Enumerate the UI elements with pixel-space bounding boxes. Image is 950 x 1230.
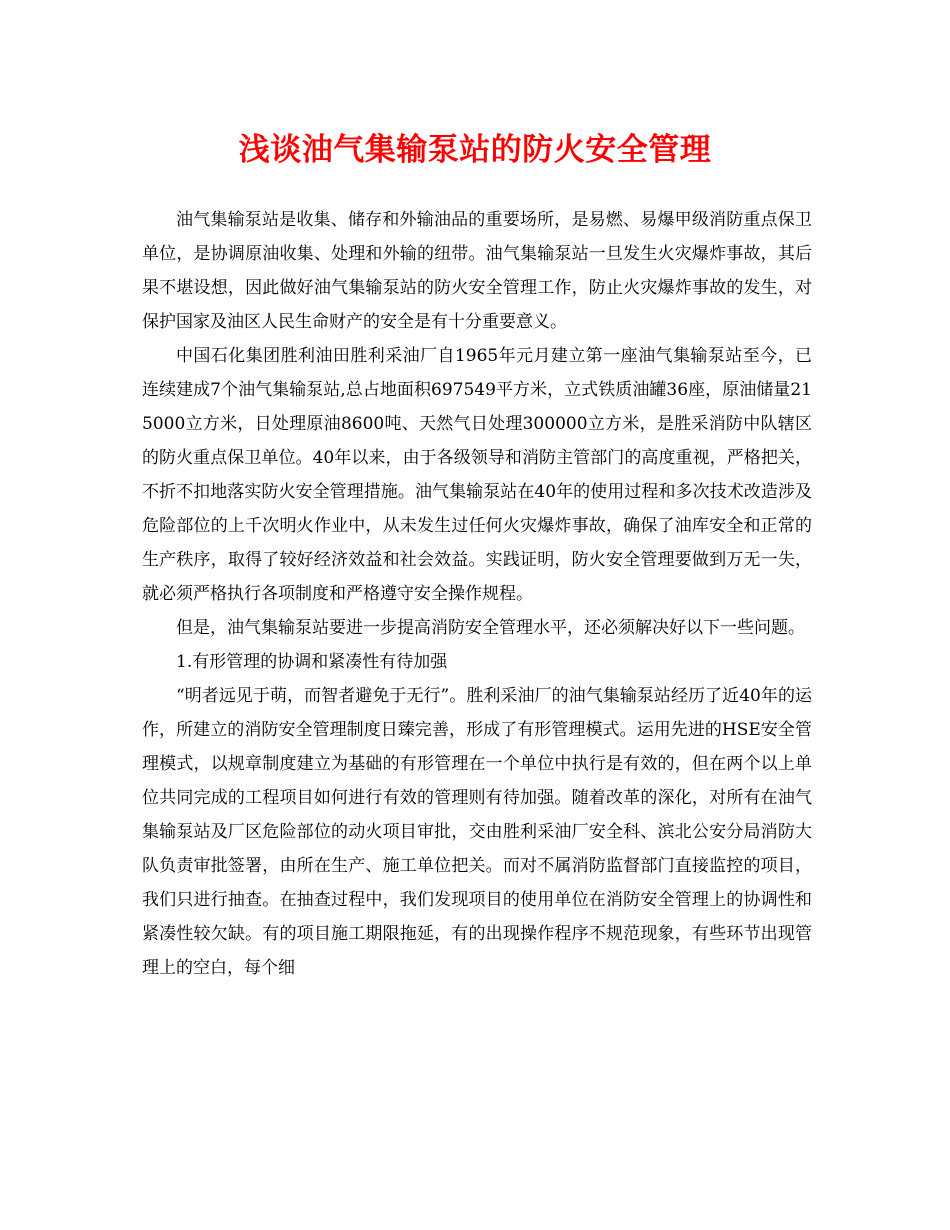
paragraph-intro: 油气集输泵站是收集、储存和外输油品的重要场所，是易燃、易爆甲级消防重点保卫单位，是协调原油收集、处理和外输的纽带。油气集输泵站一旦发生火灾爆炸事故，其后果不堪设想，因此做好油气集输泵站的防火安全管理工作，防止火灾爆炸事故的发生，对保护国家及油区人民生命财产的安全是有十分重要意义。 <box>142 210 812 332</box>
paragraph-section-1: “明者远见于萌，而智者避免于无行”。胜利采油厂的油气集输泵站经历了近40年的运作，所建立的消防安全管理制度日臻完善，形成了有形管理模式。运用先进的HSE安全管理模式，以规章制度建立为基础的有形管理在一个单位中执行是有效的，但在两个以上单位共同完成的工程项目如何进行有效的管理则有待加强。随着改革的深化，对所有在油气集输泵站及厂区危险部位的动火项目审批，交由胜利采油厂安全科、滨北公安分局消防大队负责审批签署，由所在生产、施工单位把关。而对不属消防监督部门直接监控的项目，我们只进行抽查。在抽查过程中，我们发现项目的使用单位在消防安全管理上的协调性和紧凑性较欠缺。有的项目施工期限拖延，有的出现操作程序不规范现象，有些环节出现管理上的空白，每个细 <box>142 686 812 978</box>
section-heading: 1.有形管理的协调和紧凑性有待加强 <box>176 652 448 672</box>
document-body <box>142 203 812 985</box>
document-title: 浅谈油气集输泵站的防火安全管理 <box>238 132 712 168</box>
paragraph-issues: 但是，油气集输泵站要进一步提高消防安全管理水平，还必须解决好以下一些问题。 <box>176 618 805 638</box>
paragraph-history: 中国石化集团胜利油田胜利采油厂自1965年元月建立第一座油气集输泵站至今，已连续建成7个油气集输泵站,总占地面积697549平方米，立式铁质油罐36座，原油储量215000立方米，日处理原油8600吨、天然气日处理300000立方米，是胜采消防中队辖区的防火重点保卫单位。40年以来，由于各级领导和消防主管部门的高度重视，严格把关，不折不扣地落实防火安全管理措施。油气集输泵站在40年的使用过程和多次技术改造涉及危险部位的上千次明火作业中，从未发生过任何火灾爆炸事故，确保了油库安全和正常的生产秩序，取得了较好经济效益和社会效益。实践证明，防火安全管理要做到万无一失，就必须严格执行各项制度和严格遵守安全操作规程。 <box>142 346 812 604</box>
